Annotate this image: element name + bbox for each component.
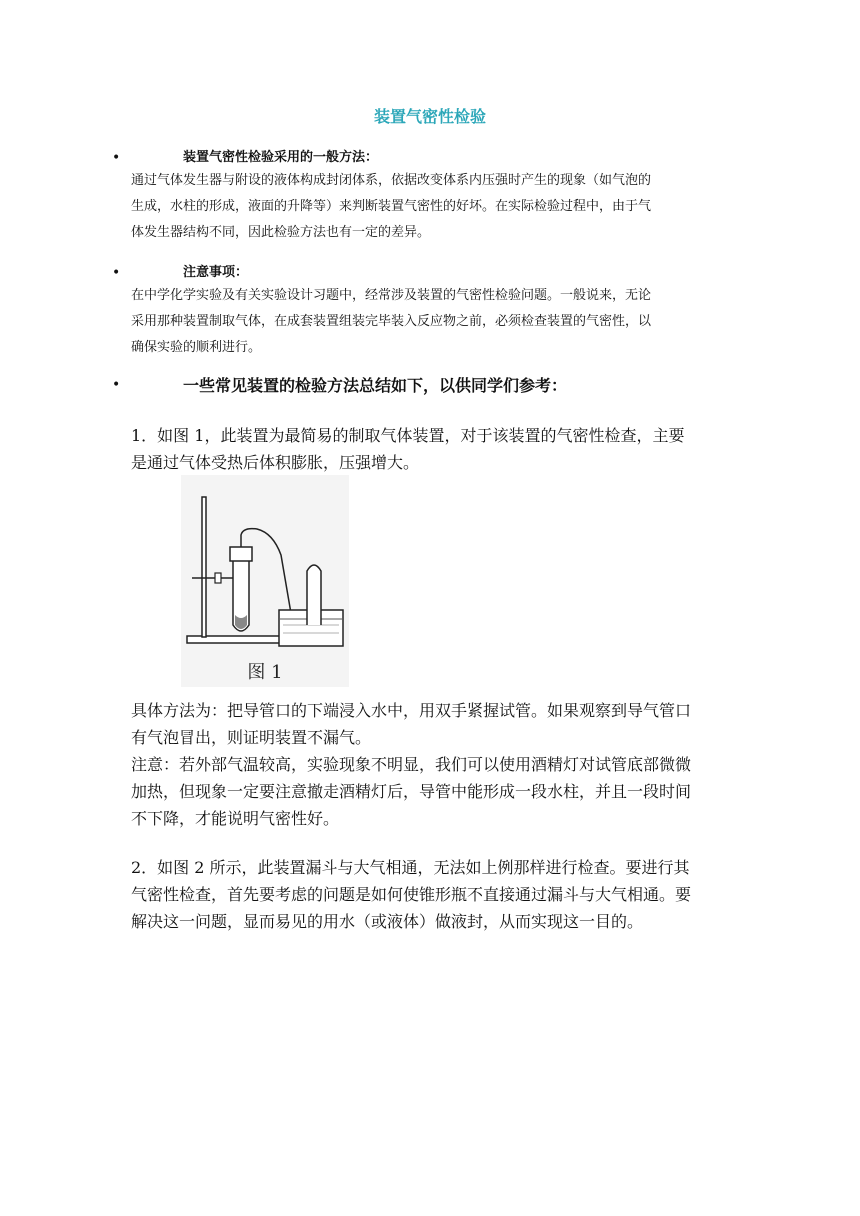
text-line: 注意：若外部气温较高，实验现象不明显，我们可以使用酒精灯对试管底部微微	[131, 755, 692, 774]
bullet-dot: •	[112, 150, 121, 166]
text-line: 具体方法为：把导管口的下端浸入水中，用双手紧握试管。如果观察到导气管口	[131, 701, 692, 720]
section-heading: 装置气密性检验采用的一般方法：	[183, 150, 379, 165]
text-line: 体发生器结构不同，因此检验方法也有一定的差异。	[131, 225, 431, 240]
text-line: 2．如图 2 所示，此装置漏斗与大气相通，无法如上例那样进行检查。要进行其	[131, 858, 690, 877]
item2-paragraph	[131, 854, 731, 935]
item1-paragraph	[131, 422, 731, 476]
text-line: 采用那种装置制取气体，在成套装置组装完毕装入反应物之前，必须检查装置的气密性，以	[131, 314, 652, 329]
text-line: 1．如图 1，此装置为最简易的制取气体装置，对于该装置的气密性检查，主要	[131, 426, 685, 445]
text-line: 生成，水柱的形成，液面的升降等）来判断装置气密性的好坏。在实际检验过程中，由于气	[131, 199, 652, 214]
text-line: 是通过气体受热后体积膨胀，压强增大。	[131, 453, 420, 472]
apparatus-illustration	[181, 475, 349, 687]
section-paragraph	[131, 168, 729, 246]
text-line: 不下降，才能说明气密性好。	[131, 809, 340, 828]
section-heading: 注意事项：	[183, 265, 249, 280]
text-line: 加热，但现象一定要注意撤走酒精灯后，导管中能形成一段水柱，并且一段时间	[131, 782, 692, 801]
item1-method-paragraph	[131, 697, 731, 832]
figure-1-apparatus	[181, 475, 349, 687]
section-paragraph	[131, 283, 729, 361]
text-line: 通过气体发生器与附设的液体构成封闭体系，依据改变体系内压强时产生的现象（如气泡的	[131, 173, 652, 188]
bullet-dot: •	[112, 377, 121, 393]
bullet-dot: •	[112, 265, 121, 281]
figure-caption: 图 1	[247, 662, 283, 683]
section-heading: 一些常见装置的检验方法总结如下，以供同学们参考：	[183, 376, 568, 395]
page-title: 装置气密性检验	[373, 107, 486, 126]
text-line: 确保实验的顺利进行。	[131, 340, 262, 355]
text-line: 有气泡冒出，则证明装置不漏气。	[131, 728, 372, 747]
text-line: 解决这一问题，显而易见的用水（或液体）做液封，从而实现这一目的。	[131, 912, 644, 931]
text-line: 在中学化学实验及有关实验设计习题中，经常涉及装置的气密性检验问题。一般说来，无论	[131, 288, 652, 303]
text-line: 气密性检查，首先要考虑的问题是如何使锥形瓶不直接通过漏斗与大气相通。要	[131, 885, 692, 904]
